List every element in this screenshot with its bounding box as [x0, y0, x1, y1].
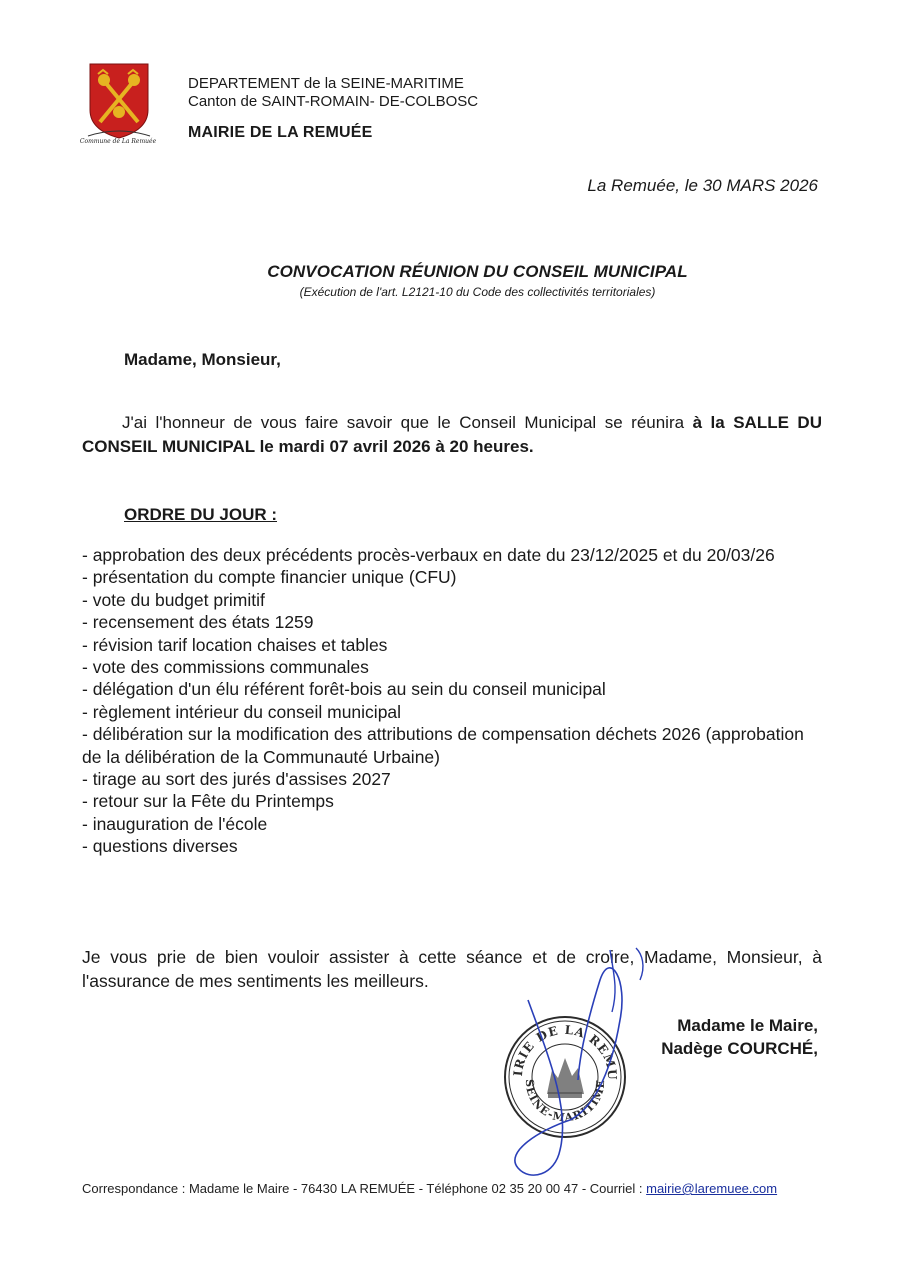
- agenda-item: - tirage au sort des jurés d'assises 2027: [82, 769, 391, 790]
- closing-paragraph: Je vous prie de bien vouloir assister à cette séance et de croire, Madame, Monsieur, à l'assurance de mes sentiments les meilleurs.: [82, 947, 822, 991]
- title-block: [0, 262, 900, 299]
- intro-text: J'ai l'honneur de vous faire savoir que le Conseil Municipal se réunira: [122, 413, 693, 432]
- crest-caption: Commune de La Remuée: [79, 138, 157, 145]
- letter-date: La Remuée, le 30 MARS 2026: [587, 176, 818, 195]
- canton-line: Canton de SAINT-ROMAIN- DE-COLBOSC: [188, 93, 479, 110]
- agenda-item: - recensement des états 1259: [82, 612, 314, 633]
- intro-meeting-details: à la SALLE DU CONSEIL MUNICIPAL le mardi 07 avril 2026 à 20 heures.: [82, 413, 822, 456]
- salutation: Madame, Monsieur,: [124, 350, 281, 369]
- document-subtitle: (Exécution de l'art. L2121-10 du Code des collectivités territoriales): [299, 285, 656, 299]
- agenda-item: - vote des commissions communales: [82, 657, 369, 678]
- footer-text: Correspondance : Madame le Maire - 76430 LA REMUÉE - Téléphone 02 35 20 00 47 - Courriel :: [82, 1181, 647, 1196]
- signatory-role: Madame le Maire,: [677, 1016, 818, 1035]
- document-title: CONVOCATION RÉUNION DU CONSEIL MUNICIPAL: [267, 262, 688, 281]
- agenda-item: - présentation du compte financier unique (CFU): [82, 567, 457, 588]
- stamp-top-text: IRIE DE LA REMU: [510, 1022, 620, 1081]
- agenda-item: - questions diverses: [82, 836, 238, 857]
- intro-paragraph: [82, 411, 822, 459]
- email-link[interactable]: mairie@laremuee.com: [646, 1181, 778, 1196]
- mairie-title: MAIRIE DE LA REMUÉE: [188, 124, 373, 141]
- stamp-bottom-text: SEINE-MARITIME: [522, 1078, 608, 1125]
- footer: [82, 1181, 777, 1196]
- agenda-heading: ORDRE DU JOUR :: [124, 505, 278, 524]
- agenda-item: - délégation d'un élu référent forêt-bois au sein du conseil municipal: [82, 679, 606, 700]
- department-line: DEPARTEMENT de la SEINE-MARITIME: [188, 75, 464, 92]
- letterhead: [188, 75, 478, 142]
- signatory-name: Nadège COURCHÉ,: [661, 1039, 818, 1058]
- agenda-item: - vote du budget primitif: [82, 589, 265, 610]
- agenda-item: - retour sur la Fête du Printemps: [82, 791, 334, 812]
- agenda-item: - délibération sur la modification des attributions de compensation déchets 2026 (approbation de la délibération de la Communauté Urbaine): [82, 724, 804, 767]
- agenda-list: [82, 544, 822, 858]
- signature-block: [661, 1014, 818, 1060]
- agenda-item: - règlement intérieur du conseil municipal: [82, 701, 402, 722]
- agenda-item: - inauguration de l'école: [82, 813, 268, 834]
- agenda-item: - révision tarif location chaises et tables: [82, 634, 388, 655]
- stamp-icon: [500, 1012, 630, 1142]
- agenda-item: - approbation des deux précédents procès-verbaux en date du 23/12/2025 et du 20/03/26: [82, 545, 775, 565]
